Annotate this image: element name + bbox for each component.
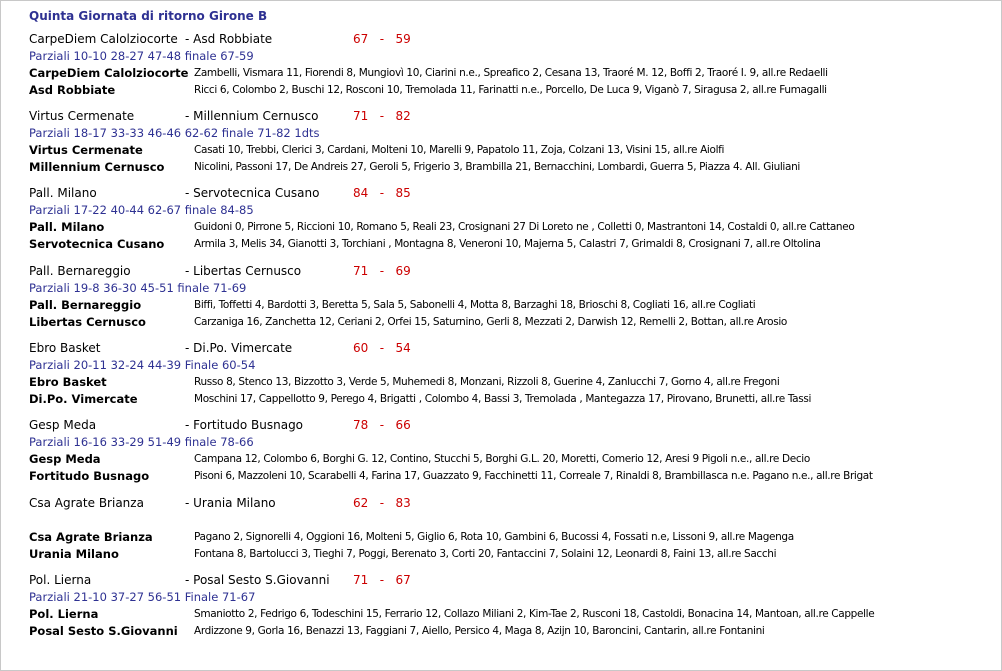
home-players: Campana 12, Colombo 6, Borghi G. 12, Contino, Stucchi 5, Borghi G.L. 20, Moretti, Comerio 12, Aresi 9 Pigoli n.e., all.re Decio [194,453,810,465]
partial-scores: Parziali 17-22 40-44 62-67 finale 84-85 [29,203,254,217]
away-team-name: - Posal Sesto S.Giovanni [185,573,330,587]
home-team-name: Ebro Basket [29,341,101,355]
home-team-label: Ebro Basket [29,375,107,389]
home-players: Guidoni 0, Pirrone 5, Riccioni 10, Romano 5, Reali 23, Crosignani 27 Di Loreto ne , Colletti 0, Mastrantoni 14, Costaldi 0, all.re Cattaneo [194,221,855,233]
home-players: Biffi, Toffetti 4, Bardotti 3, Beretta 5, Sala 5, Sabonelli 4, Motta 8, Barzaghi 18, Brioschi 8, Cogliati 16, all.re Cogliati [194,299,756,311]
away-team-label: Urania Milano [29,547,119,561]
final-score: 60 - 54 [353,341,411,355]
away-team-name: - Millennium Cernusco [185,109,319,123]
final-score: 67 - 59 [353,32,411,46]
home-players: Casati 10, Trebbi, Clerici 3, Cardani, Molteni 10, Marelli 9, Papatolo 11, Zoja, Colzani 13, Visini 15, all.re Aiolfi [194,144,725,156]
final-score: 78 - 66 [353,418,411,432]
home-team-label: CarpeDiem Calolziocorte [29,66,189,80]
partial-scores: Parziali 18-17 33-33 46-46 62-62 finale 71-82 1dts [29,126,320,140]
partial-scores: Parziali 21-10 37-27 56-51 Finale 71-67 [29,590,256,604]
away-players: Nicolini, Passoni 17, De Andreis 27, Geroli 5, Frigerio 3, Brambilla 21, Bernacchini, Lombardi, Guerra 5, Piazza 4. All. Giuliani [194,161,800,173]
away-team-label: Libertas Cernusco [29,315,146,329]
away-team-label: Servotecnica Cusano [29,237,165,251]
final-score: 84 - 85 [353,186,411,200]
final-score: 71 - 69 [353,264,411,278]
away-team-name: - Fortitudo Busnago [185,418,304,432]
home-team-name: Pol. Lierna [29,573,92,587]
final-score: 71 - 82 [353,109,411,123]
final-score: 71 - 67 [353,573,411,587]
away-players: Moschini 17, Cappellotto 9, Perego 4, Brigatti , Colombo 4, Bassi 3, Tremolada , Mantegazza 17, Pirovano, Brunetti, all.re Tassi [194,393,812,405]
final-score: 62 - 83 [353,496,411,510]
partial-scores: Parziali 16-16 33-29 51-49 finale 78-66 [29,435,254,449]
away-team-name: - Urania Milano [185,496,276,510]
partial-scores: Parziali 10-10 28-27 47-48 finale 67-59 [29,49,254,63]
away-team-name: - Libertas Cernusco [185,264,302,278]
away-team-label: Asd Robbiate [29,83,116,97]
home-team-label: Pall. Milano [29,220,105,234]
home-team-name: Pall. Milano [29,186,97,200]
away-team-label: Di.Po. Vimercate [29,392,138,406]
home-team-label: Gesp Meda [29,452,101,466]
away-players: Armila 3, Melis 34, Gianotti 3, Torchiani , Montagna 8, Veneroni 10, Majerna 5, Calastri 7, Grimaldi 8, Crosignani 7, all.re Oltolina [194,238,821,250]
away-players: Fontana 8, Bartolucci 3, Tieghi 7, Poggi, Berenato 3, Corti 20, Fantaccini 7, Solaini 12, Leonardi 8, Faini 13, all.re Sacchi [194,548,777,560]
home-team-name: Virtus Cermenate [29,109,135,123]
away-players: Carzaniga 16, Zanchetta 12, Ceriani 2, Orfei 15, Saturnino, Gerli 8, Mezzati 2, Darwish 12, Remelli 2, Bottan, all.re Arosio [194,316,787,328]
partial-scores: Parziali 19-8 36-30 45-51 finale 71-69 [29,281,247,295]
home-players: Russo 8, Stenco 13, Bizzotto 3, Verde 5, Muhemedi 8, Monzani, Rizzoli 8, Guerine 4, Zanlucchi 7, Gorno 4, all.re Fregoni [194,376,780,388]
home-players: Zambelli, Vismara 11, Fiorendi 8, Mungiovì 10, Ciarini n.e., Spreafico 2, Cesana 13, Traoré M. 12, Boffi 2, Traoré I. 9, all.re Redaelli [194,67,828,79]
away-players: Pisoni 6, Mazzoleni 10, Scarabelli 4, Farina 17, Guazzato 9, Facchinetti 11, Correale 7, Rinaldi 8, Brambillasca n.e. Pagano n.e., all.re Brigat [194,470,873,482]
away-team-name: - Di.Po. Vimercate [185,341,293,355]
home-players: Pagano 2, Signorelli 4, Oggioni 16, Molteni 5, Giglio 6, Rota 10, Gambini 6, Bucossi 4, Fossati n.e, Lissoni 9, all.re Magenga [194,531,794,543]
away-team-label: Posal Sesto S.Giovanni [29,624,178,638]
partial-scores: Parziali 20-11 32-24 44-39 Finale 60-54 [29,358,256,372]
away-team-label: Fortitudo Busnago [29,469,150,483]
home-team-name: Csa Agrate Brianza [29,496,144,510]
home-team-name: Pall. Bernareggio [29,264,131,278]
away-players: Ricci 6, Colombo 2, Buschi 12, Rosconi 10, Tremolada 11, Farinatti n.e., Porcello, De Luca 9, Viganò 7, Siragusa 2, all.re Fumagalli [194,84,827,96]
home-team-label: Pall. Bernareggio [29,298,142,312]
home-team-name: CarpeDiem Calolziocorte [29,32,178,46]
away-team-label: Millennium Cernusco [29,160,165,174]
home-team-label: Virtus Cermenate [29,143,143,157]
home-team-label: Pol. Lierna [29,607,99,621]
away-team-name: - Servotecnica Cusano [185,186,320,200]
home-team-name: Gesp Meda [29,418,97,432]
home-players: Smaniotto 2, Fedrigo 6, Todeschini 15, Ferrario 12, Collazo Miliani 2, Kim-Tae 2, Rusconi 18, Castoldi, Bonacina 14, Mantoan, all.re Cappelle [194,608,875,620]
page-title: Quinta Giornata di ritorno Girone B [29,9,268,23]
home-team-label: Csa Agrate Brianza [29,530,153,544]
away-team-name: - Asd Robbiate [185,32,273,46]
away-players: Ardizzone 9, Gorla 16, Benazzi 13, Faggiani 7, Aiello, Persico 4, Maga 8, Azijn 10, Baroncini, Cantarin, all.re Fontanini [194,625,765,637]
